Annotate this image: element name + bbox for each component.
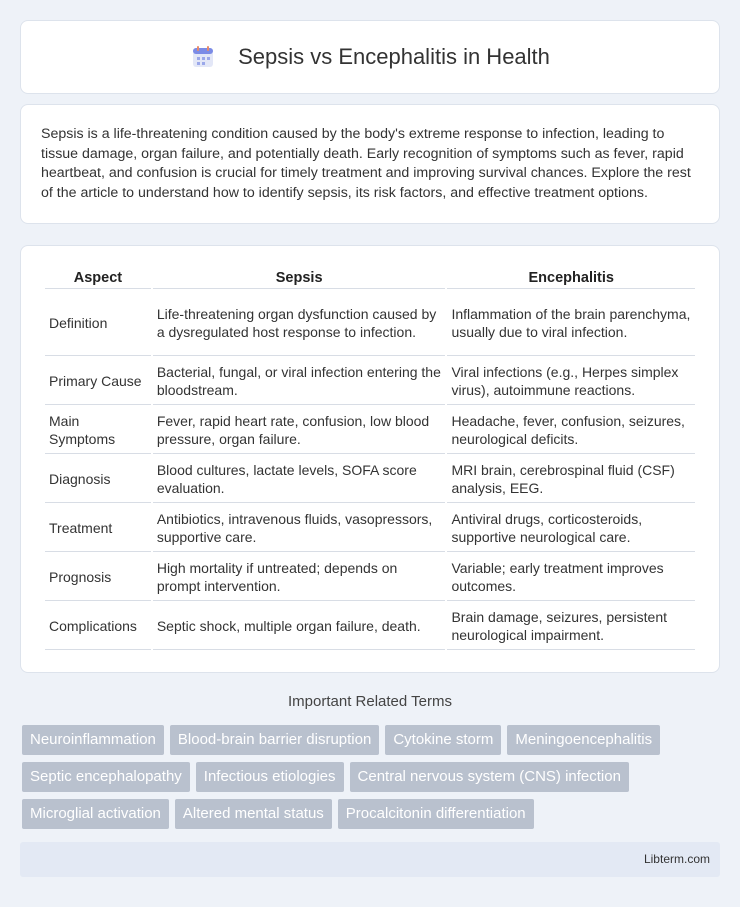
row-sepsis: Life-threatening organ dysfunction caused by a dysregulated host response to infection. (153, 291, 446, 356)
comparison-table (43, 264, 697, 652)
row-aspect: Complications (45, 603, 151, 650)
row-encephalitis: Variable; early treatment improves outcomes. (447, 554, 695, 601)
row-aspect: Definition (45, 291, 151, 356)
title-card (20, 20, 720, 94)
calendar-icon (190, 44, 216, 70)
row-aspect: Prognosis (45, 554, 151, 601)
row-sepsis: Bacterial, fungal, or viral infection entering the bloodstream. (153, 358, 446, 405)
table-row (45, 603, 695, 650)
table-row (45, 291, 695, 356)
related-term-tag[interactable]: Septic encephalopathy (22, 762, 190, 792)
row-sepsis: Blood cultures, lactate levels, SOFA score evaluation. (153, 456, 446, 503)
comparison-table-card (20, 245, 720, 673)
related-term-tag[interactable]: Meningoencephalitis (507, 725, 660, 755)
footer-site-link[interactable]: Libterm.com (643, 852, 710, 866)
header-encephalitis: Encephalitis (447, 266, 695, 289)
related-term-tag[interactable]: Microglial activation (22, 799, 169, 829)
related-term-tag[interactable]: Blood-brain barrier disruption (170, 725, 379, 755)
table-row (45, 358, 695, 405)
row-aspect: Main Symptoms (45, 407, 151, 454)
row-encephalitis: Inflammation of the brain parenchyma, usually due to viral infection. (447, 291, 695, 356)
related-term-tag[interactable]: Central nervous system (CNS) infection (350, 762, 629, 792)
related-terms-list (22, 725, 722, 836)
intro-card (20, 104, 720, 224)
related-term-tag[interactable]: Procalcitonin differentiation (338, 799, 534, 829)
header-sepsis: Sepsis (153, 266, 446, 289)
table-row (45, 554, 695, 601)
row-sepsis: Antibiotics, intravenous fluids, vasopressors, supportive care. (153, 505, 446, 552)
row-sepsis: Septic shock, multiple organ failure, death. (153, 603, 446, 650)
row-aspect: Diagnosis (45, 456, 151, 503)
row-aspect: Treatment (45, 505, 151, 552)
table-header-row (45, 266, 695, 289)
table-row (45, 407, 695, 454)
related-term-tag[interactable]: Neuroinflammation (22, 725, 164, 755)
related-term-tag[interactable]: Cytokine storm (385, 725, 501, 755)
row-sepsis: Fever, rapid heart rate, confusion, low blood pressure, organ failure. (153, 407, 446, 454)
row-encephalitis: Brain damage, seizures, persistent neurological impairment. (447, 603, 695, 650)
related-term-tag[interactable]: Infectious etiologies (196, 762, 344, 792)
row-encephalitis: MRI brain, cerebrospinal fluid (CSF) analysis, EEG. (447, 456, 695, 503)
table-row (45, 456, 695, 503)
header-aspect: Aspect (45, 266, 151, 289)
row-encephalitis: Antiviral drugs, corticosteroids, supportive neurological care. (447, 505, 695, 552)
table-row (45, 505, 695, 552)
related-terms-title: Important Related Terms (288, 693, 452, 710)
related-term-tag[interactable]: Altered mental status (175, 799, 332, 829)
page-title: Sepsis vs Encephalitis in Health (238, 44, 550, 69)
intro-text: Sepsis is a life-threatening condition caused by the body's extreme response to infection, leading to tissue damage, organ failure, and potentially death. Early recognition of symptoms such as fever, rapid heartbeat, and confusion is crucial for timely treatment and improving survival chances. Explore the rest of the article to understand how to identify sepsis, its risk factors, and effective treatment options. (41, 126, 691, 201)
footer (20, 842, 720, 877)
row-encephalitis: Headache, fever, confusion, seizures, neurological deficits. (447, 407, 695, 454)
row-sepsis: High mortality if untreated; depends on prompt intervention. (153, 554, 446, 601)
row-aspect: Primary Cause (45, 358, 151, 405)
row-encephalitis: Viral infections (e.g., Herpes simplex virus), autoimmune reactions. (447, 358, 695, 405)
